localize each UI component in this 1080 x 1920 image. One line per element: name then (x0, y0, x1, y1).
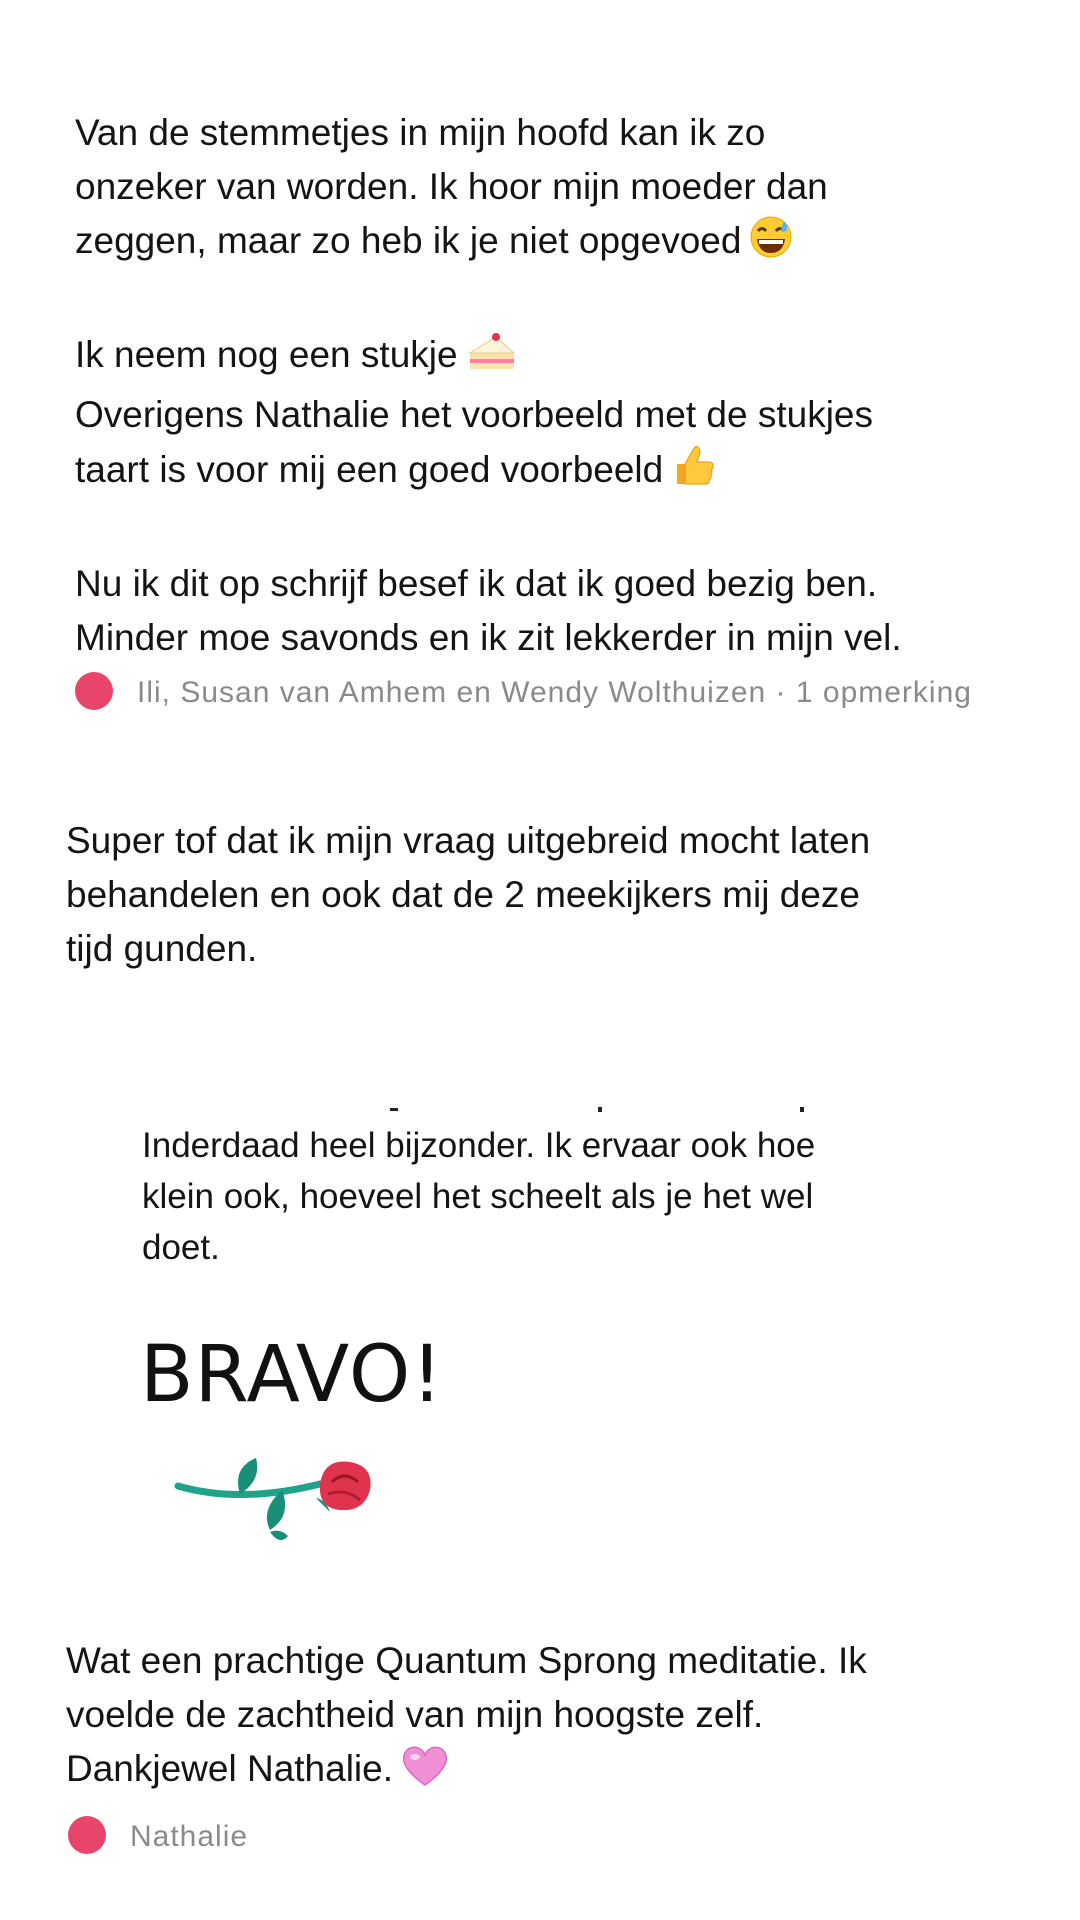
post-1-paragraph-4: Nu ik dit op schrijf besef ik dat ik goed bezig ben. Minder moe savonds en ik zit lekkerder in mijn vel. (75, 563, 902, 658)
post-3-cropped-edge (390, 1104, 810, 1120)
pink-heart-emoji (401, 1743, 449, 1802)
cake-slice-emoji (466, 329, 518, 388)
post-1-paragraph-1: Van de stemmetjes in mijn hoofd kan ik zo onzeker van worden. Ik hoor mijn moeder dan zeggen, maar zo heb ik je niet opgevoed (75, 106, 1035, 274)
reactions-summary: Ili, Susan van Amhem en Wendy Wolthuizen · 1 opmerking (137, 676, 972, 709)
post-1-text (75, 106, 1035, 665)
post-2-text: Super tof dat ik mijn vraag uitgebreid mocht laten behandelen en ook dat de 2 meekijkers mij deze tijd gunden. (66, 820, 871, 969)
heart-reaction-icon (75, 672, 113, 710)
bravo-sticker (140, 1330, 460, 1560)
post-4-reactions[interactable] (68, 1810, 1008, 1853)
rose-icon (170, 1434, 400, 1544)
post-1-paragraph-3: Overigens Nathalie het voorbeeld met de stukjes taart is voor mij een goed voorbeeld (75, 388, 1035, 503)
post-3-text: Inderdaad heel bijzonder. Ik ervaar ook hoe klein ook, hoeveel het scheelt als je het wel doet. (142, 1126, 816, 1267)
post-1-reactions[interactable] (75, 666, 995, 709)
heart-reaction-icon (68, 1816, 106, 1854)
post-4-text: Wat een prachtige Quantum Sprong meditatie. Ik voelde de zachtheid van mijn hoogste zelf. Dankjewel Nathalie. (66, 1634, 1056, 1802)
reactions-summary: Nathalie (130, 1820, 249, 1853)
grinning-sweat-emoji (749, 215, 793, 274)
thumbs-up-emoji (671, 442, 715, 503)
post-1-paragraph-2: Ik neem nog een stukje (75, 328, 1035, 388)
bravo-sticker-text: BRAVO! (140, 1330, 444, 1420)
